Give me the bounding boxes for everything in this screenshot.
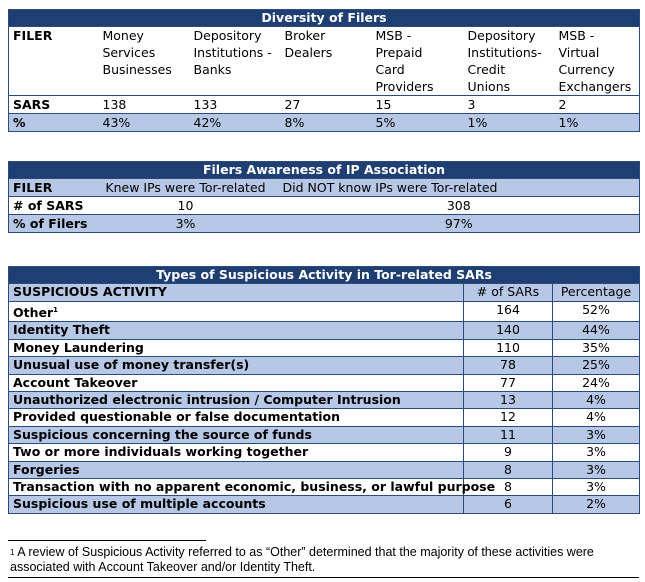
header-col: Knew IPs were Tor-related [93, 179, 279, 197]
percentage-cell: 3% [553, 444, 640, 461]
header-filer: FILER [9, 179, 93, 197]
percentage-cell: 44% [553, 322, 640, 339]
activity-cell: Provided questionable or false documentation [9, 409, 464, 426]
cell: 1% [555, 114, 640, 132]
percentage-cell: 4% [553, 392, 640, 409]
cell: 1% [464, 114, 555, 132]
table-row [9, 374, 640, 391]
percentage-cell: 2% [553, 496, 640, 513]
table-row [9, 215, 640, 233]
count-cell: 140 [464, 322, 553, 339]
table-row [9, 392, 640, 409]
header-percentage: Percentage [553, 284, 640, 301]
table-row [9, 96, 640, 114]
percentage-cell: 25% [553, 357, 640, 374]
filers-awareness-table [8, 161, 640, 233]
table-row [9, 426, 640, 443]
header-col: Money Services Businesses [99, 27, 190, 96]
table-row [9, 301, 640, 322]
header-count: # of SARs [464, 284, 553, 301]
count-cell: 13 [464, 392, 553, 409]
table-row [9, 197, 640, 215]
table-row [9, 479, 640, 496]
count-cell: 6 [464, 496, 553, 513]
table-header-row [9, 179, 640, 197]
table-row [9, 409, 640, 426]
table-row [9, 444, 640, 461]
table-row [9, 496, 640, 513]
cell: 43% [99, 114, 190, 132]
cell: 308 [279, 197, 640, 215]
table-row [9, 461, 640, 478]
count-cell: 8 [464, 461, 553, 478]
header-filer: FILER [9, 27, 99, 96]
activity-cell: Money Laundering [9, 339, 464, 356]
percentage-cell: 24% [553, 374, 640, 391]
count-cell: 8 [464, 479, 553, 496]
percentage-cell: 35% [553, 339, 640, 356]
row-label: # of SARS [9, 197, 93, 215]
activity-cell: Other$^1$ [9, 301, 464, 322]
count-cell: 11 [464, 426, 553, 443]
activity-cell: Transaction with no apparent economic, business, or lawful purpose [9, 479, 464, 496]
row-label: % of Filers [9, 215, 93, 233]
count-cell: 78 [464, 357, 553, 374]
header-col: Broker Dealers [281, 27, 372, 96]
row-label: SARS [9, 96, 99, 114]
activity-cell: Suspicious use of multiple accounts [9, 496, 464, 513]
activity-cell: Two or more individuals working together [9, 444, 464, 461]
count-cell: 77 [464, 374, 553, 391]
cell: 2 [555, 96, 640, 114]
table-row [9, 357, 640, 374]
cell: 8% [281, 114, 372, 132]
table-title: Filers Awareness of IP Association [9, 162, 640, 179]
activity-cell: Unauthorized electronic intrusion / Computer Intrusion [9, 392, 464, 409]
cell: 138 [99, 96, 190, 114]
footnote-divider [8, 540, 206, 541]
cell: 42% [190, 114, 281, 132]
percentage-cell: 4% [553, 409, 640, 426]
header-col: Depository Institutions - Banks [190, 27, 281, 96]
activity-cell: Suspicious concerning the source of funds [9, 426, 464, 443]
header-col: Did NOT know IPs were Tor-related [279, 179, 640, 197]
percentage-cell: 52% [553, 301, 640, 322]
percentage-cell: 3% [553, 461, 640, 478]
table-title: Diversity of Filers [9, 10, 640, 27]
count-cell: 110 [464, 339, 553, 356]
diversity-of-filers-table [8, 9, 640, 132]
table-title: Types of Suspicious Activity in Tor-related SARs [9, 267, 640, 284]
header-col: MSB - Virtual Currency Exchangers [555, 27, 640, 96]
cell: 3% [93, 215, 279, 233]
bottom-rule [8, 577, 639, 578]
count-cell: 164 [464, 301, 553, 322]
header-col: Depository Institutions- Credit Unions [464, 27, 555, 96]
count-cell: 12 [464, 409, 553, 426]
table-header-row [9, 284, 640, 301]
count-cell: 9 [464, 444, 553, 461]
footnote-marker: 1 [10, 548, 15, 557]
table-row [9, 114, 640, 132]
cell: 5% [372, 114, 464, 132]
table-header-row [9, 27, 640, 96]
cell: 10 [93, 197, 279, 215]
suspicious-activity-table [8, 266, 640, 514]
activity-cell: Unusual use of money transfer(s) [9, 357, 464, 374]
cell: 3 [464, 96, 555, 114]
table-row [9, 322, 640, 339]
table-row [9, 339, 640, 356]
footnote-text: A review of Suspicious Activity referred to as “Other” determined that the majority of these activities were associated with Account Takeover and/or Identity Theft. [10, 545, 594, 574]
header-col: MSB - Prepaid Card Providers [372, 27, 464, 96]
percentage-cell: 3% [553, 479, 640, 496]
row-label: % [9, 114, 99, 132]
footnote [10, 545, 635, 575]
activity-cell: Account Takeover [9, 374, 464, 391]
cell: 97% [279, 215, 640, 233]
header-activity: SUSPICIOUS ACTIVITY [9, 284, 464, 301]
cell: 15 [372, 96, 464, 114]
cell: 133 [190, 96, 281, 114]
activity-cell: Forgeries [9, 461, 464, 478]
activity-cell: Identity Theft [9, 322, 464, 339]
percentage-cell: 3% [553, 426, 640, 443]
cell: 27 [281, 96, 372, 114]
